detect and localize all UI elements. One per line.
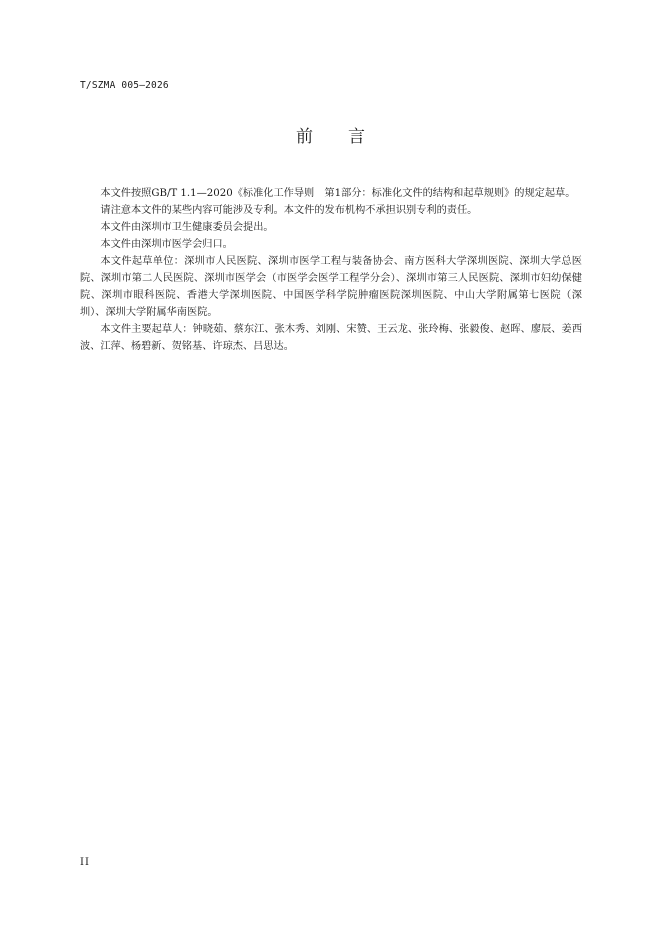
foreword-body <box>80 185 582 355</box>
paragraph-centralized-by: 本文件由深圳市医学会归口。 <box>100 239 233 250</box>
document-code: T/SZMA 005—2026 <box>80 80 169 91</box>
title-char-1: 前 <box>296 127 314 147</box>
paragraph-drafting-rules: 本文件按照GB/T 1.1—2020《标准化工作导则 第1部分：标准化文件的结构和起草规则》的规定起草。 <box>100 188 576 199</box>
page-title <box>0 122 662 147</box>
page-number: II <box>80 857 90 868</box>
title-char-2: 言 <box>348 127 366 147</box>
paragraph-patent-notice: 请注意本文件的某些内容可能涉及专利。本文件的发布机构不承担识别专利的责任。 <box>100 205 478 216</box>
paragraph-drafters: 本文件主要起草人：钟晓茹、蔡东江、张木秀、刘刚、宋赞、王云龙、张玲梅、张毅俊、赵晖、廖辰、姜西波、江萍、杨碧新、贺铭基、许琼杰、吕思达。 <box>80 324 582 352</box>
paragraph-drafting-units: 本文件起草单位：深圳市人民医院、深圳市医学工程与装备协会、南方医科大学深圳医院、深圳大学总医院、深圳市第二人民医院、深圳市医学会（市医学会医学工程学分会）、深圳市第三人民医院、深圳市妇幼保健院、深圳市眼科医院、香港大学深圳医院、中国医学科学院肿瘤医院深圳医院、中山大学附属第七医院（深圳）、深圳大学附属华南医院。 <box>80 256 582 318</box>
paragraph-proposer: 本文件由深圳市卫生健康委员会提出。 <box>100 222 274 233</box>
